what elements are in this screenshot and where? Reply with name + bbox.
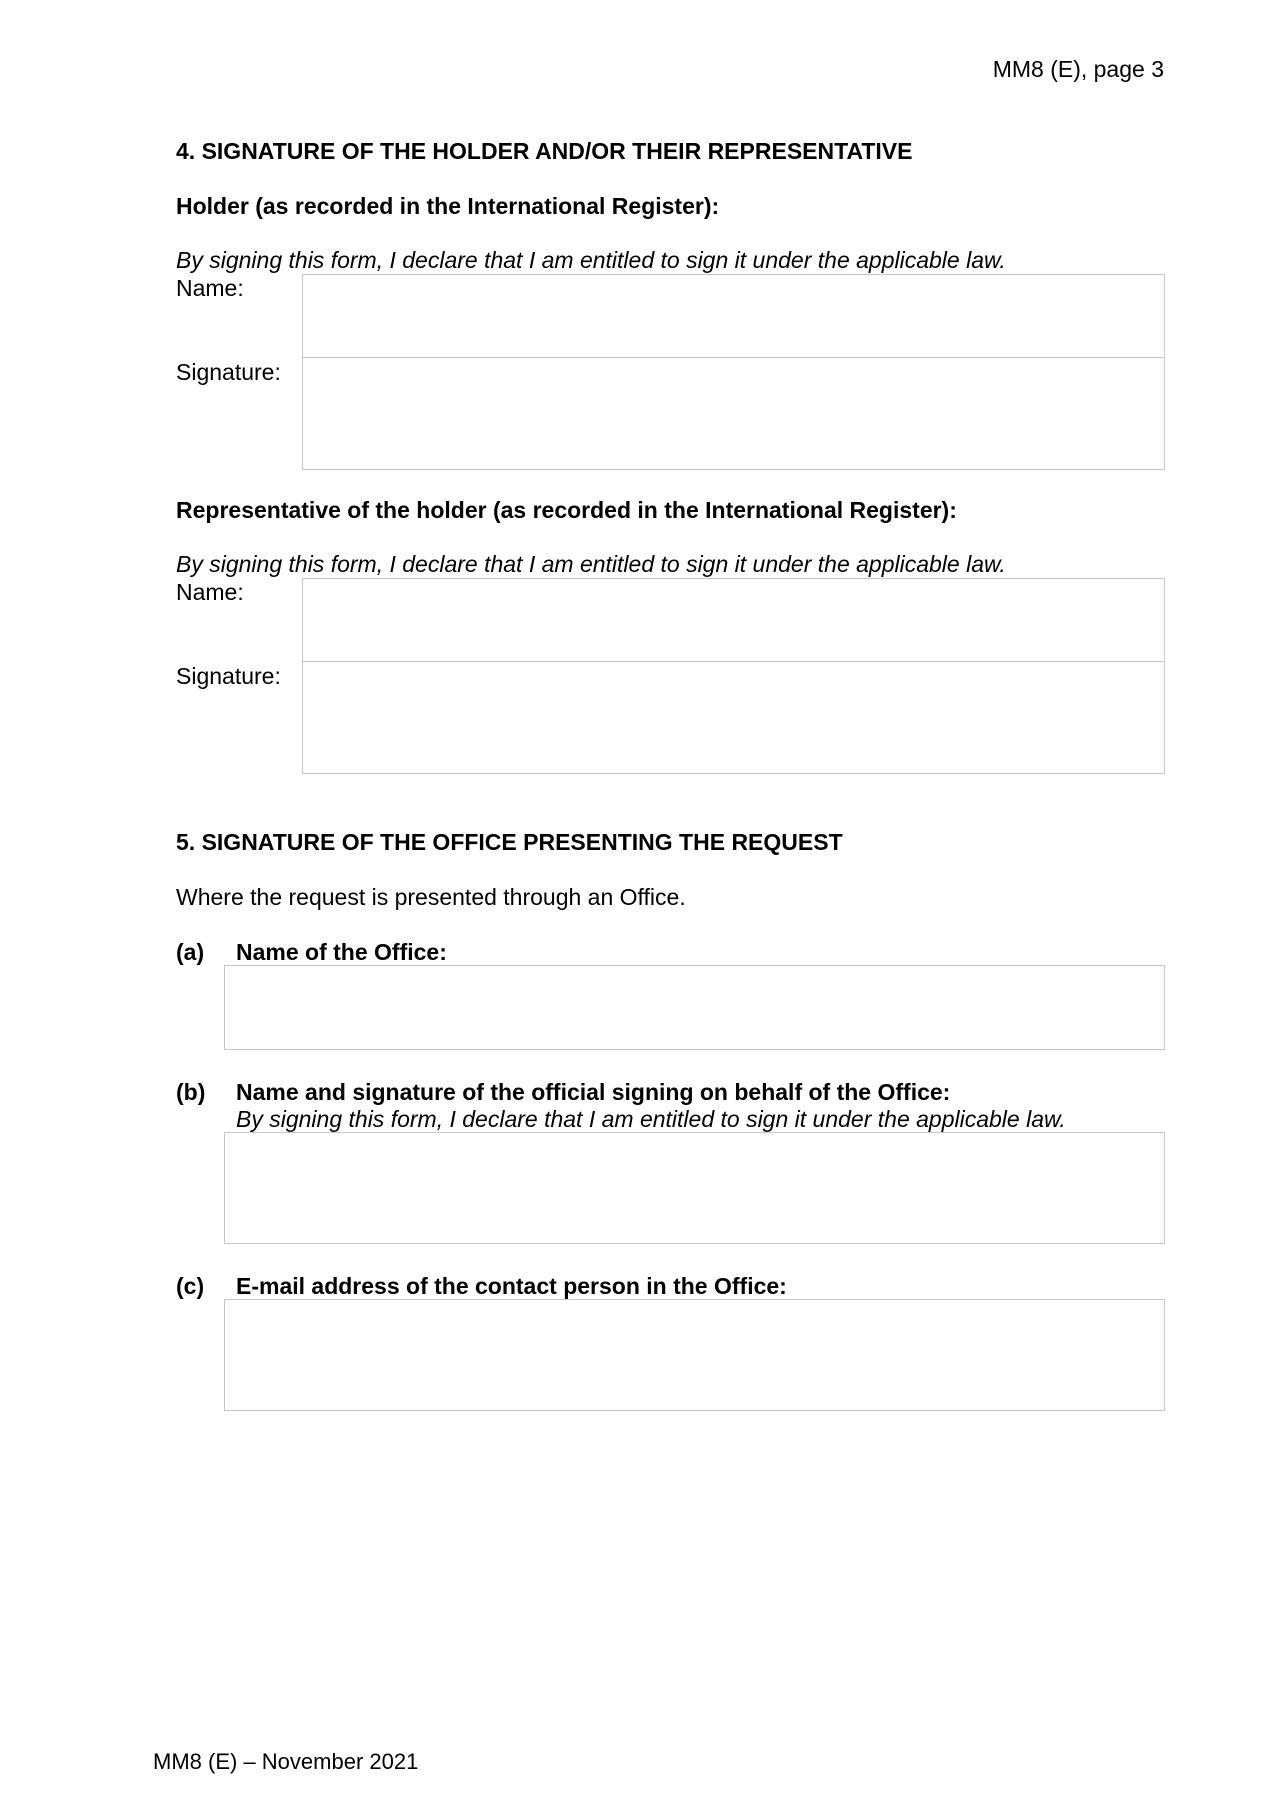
holder-name-field[interactable] (303, 275, 1164, 357)
item-a-label: Name of the Office: (236, 939, 447, 965)
contact-email-field[interactable] (224, 1299, 1165, 1411)
representative-signature-field[interactable] (303, 663, 1164, 773)
representative-signature-label: Signature: (176, 663, 281, 689)
holder-signature-field[interactable] (303, 359, 1164, 469)
official-signature-field[interactable] (224, 1132, 1165, 1244)
representative-signature-table (302, 578, 1165, 774)
representative-name-label: Name: (176, 579, 244, 605)
page-reference: MM8 (E), page 3 (992, 56, 1164, 82)
holder-title: Holder (as recorded in the International Register): (176, 193, 720, 219)
section-4-heading: 4. SIGNATURE OF THE HOLDER AND/OR THEIR REPRESENTATIVE (176, 138, 913, 164)
office-name-field[interactable] (224, 965, 1165, 1050)
item-c-label: E-mail address of the contact person in the Office: (236, 1273, 787, 1299)
section-5-intro: Where the request is presented through an Office. (176, 884, 686, 910)
item-b-label: Name and signature of the official signing on behalf of the Office: (236, 1079, 951, 1105)
representative-field-divider (303, 661, 1164, 662)
item-b-marker: (b) (176, 1079, 206, 1105)
holder-declaration: By signing this form, I declare that I am entitled to sign it under the applicable law. (176, 247, 1006, 273)
holder-name-label: Name: (176, 275, 244, 301)
representative-name-field[interactable] (303, 579, 1164, 661)
holder-field-divider (303, 357, 1164, 358)
holder-signature-label: Signature: (176, 359, 281, 385)
representative-declaration: By signing this form, I declare that I am entitled to sign it under the applicable law. (176, 551, 1006, 577)
section-5-heading: 5. SIGNATURE OF THE OFFICE PRESENTING THE REQUEST (176, 829, 843, 855)
item-a-marker: (a) (176, 939, 205, 965)
footer-form-date: MM8 (E) – November 2021 (153, 1749, 419, 1774)
representative-title: Representative of the holder (as recorded in the International Register): (176, 497, 957, 523)
item-b-declaration: By signing this form, I declare that I am entitled to sign it under the applicable law. (236, 1106, 1066, 1132)
item-c-marker: (c) (176, 1273, 205, 1299)
holder-signature-table (302, 274, 1165, 470)
